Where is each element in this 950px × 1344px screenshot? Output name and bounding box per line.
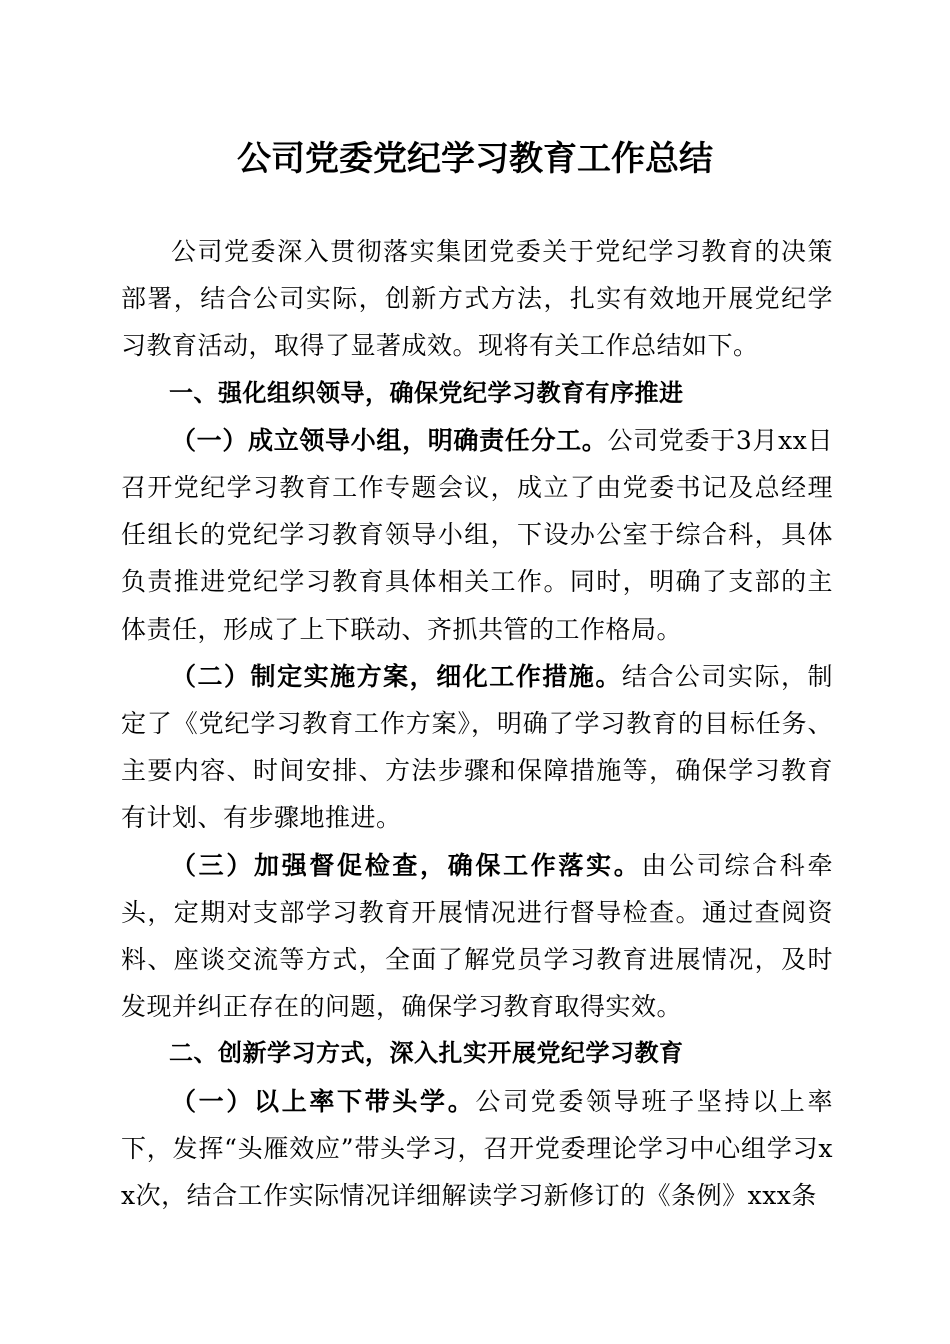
intro-paragraph: 公司党委深入贯彻落实集团党委关于党纪学习教育的决策部署，结合公司实际，创新方式方法，扎实有效地开展党纪学习教育活动，取得了显著成效。现将有关工作总结如下。	[121, 237, 833, 361]
paragraph-1-1	[121, 417, 833, 653]
paragraph-text: 结合公司实际，制定了《党纪学习教育工作方案》，明确了学习教育的目标任务、主要内容、时间安排、方法步骤和保障措施等，确保学习教育有计划、有步骤地推进。	[121, 661, 833, 833]
paragraph-2-1	[121, 1078, 833, 1220]
paragraph-text: 公司党委于3月xx日召开党纪学习教育工作专题会议，成立了由党委书记及总经理任组长的党纪学习教育领导小组，下设办公室于综合科，具体负责推进党纪学习教育具体相关工作。同时，明确了支部的主体责任，形成了上下联动、齐抓共管的工作格局。	[121, 425, 833, 644]
paragraph-lead: （一）以上率下带头学。	[171, 1086, 476, 1116]
document-body	[121, 228, 833, 1219]
paragraph-1-3	[121, 842, 833, 1031]
paragraph-text: 公司党委领导班子坚持以上率下，发挥“头雁效应”带头学习，召开党委理论学习中心组学习xx次，结合工作实际情况详细解读学习新修订的《条例》xxx条	[121, 1086, 833, 1211]
paragraph-1-2	[121, 653, 833, 842]
document-title: 公司党委党纪学习教育工作总结	[237, 139, 713, 179]
section-heading-2: 二、创新学习方式，深入扎实开展党纪学习教育	[169, 1039, 684, 1068]
section-heading-1: 一、强化组织领导，确保党纪学习教育有序推进	[169, 378, 684, 407]
paragraph-lead: （二）制定实施方案，细化工作措施。	[171, 661, 622, 691]
paragraph-text: 由公司综合科牵头，定期对支部学习教育开展情况进行督导检查。通过查阅资料、座谈交流等方式，全面了解党员学习教育进展情况，及时发现并纠正存在的问题，确保学习教育取得实效。	[121, 850, 833, 1022]
paragraph-lead: （三）加强督促检查，确保工作落实。	[171, 850, 642, 880]
paragraph-lead: （一）成立领导小组，明确责任分工。	[171, 425, 608, 455]
